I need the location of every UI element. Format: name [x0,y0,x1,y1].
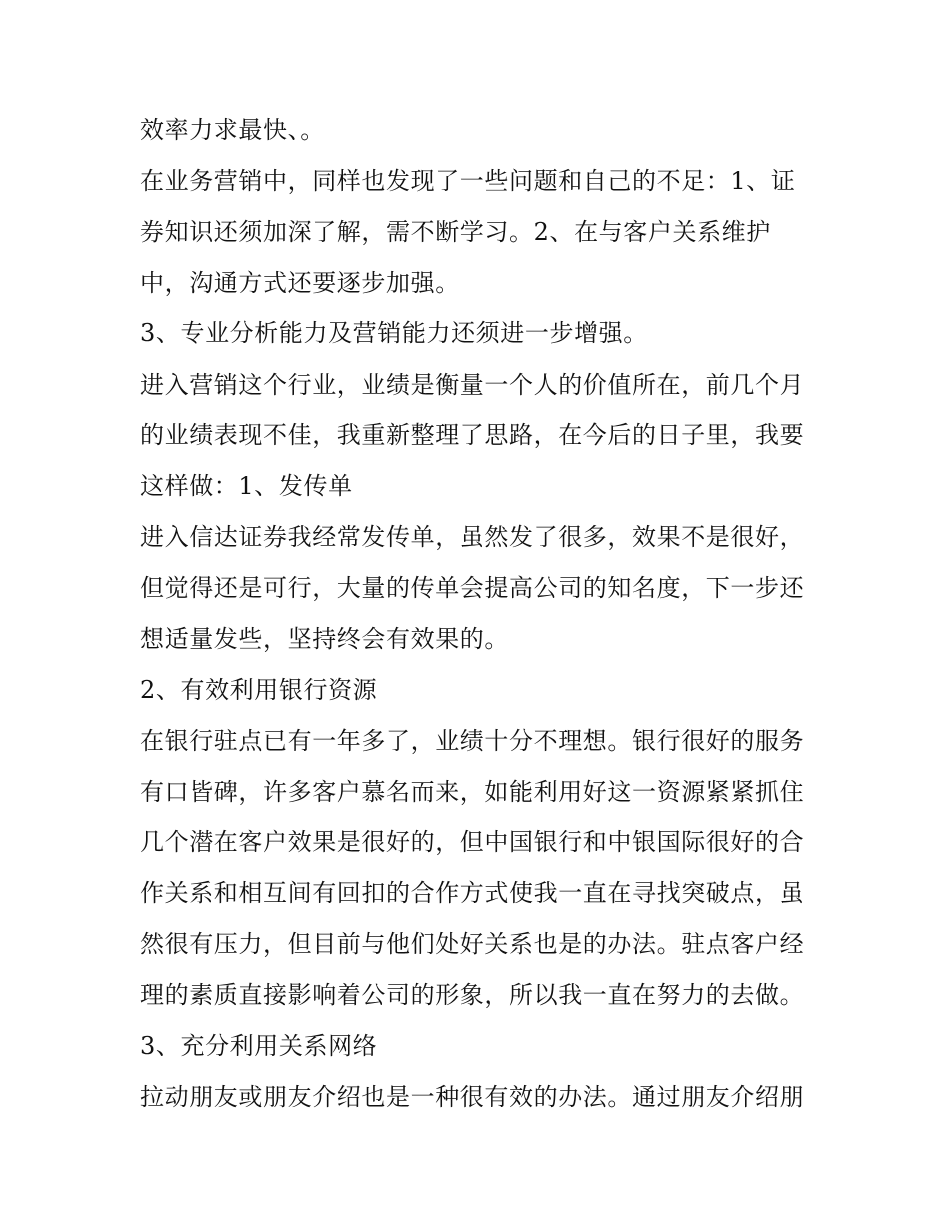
text-line: 这样做：1、发传单 [140,472,353,500]
text-line: 进入营销这个行业，业绩是衡量一个人的价值所在，前几个月 [140,371,805,399]
text-line: 但觉得还是可行，大量的传单会提高公司的知名度，下一步还 [140,574,805,602]
text-line: 在银行驻点已有一年多了，业绩十分不理想。银行很好的服务 [140,727,805,755]
text-line: 中，沟通方式还要逐步加强。 [140,269,460,297]
text-line: 3、充分利用关系网络 [140,1032,378,1060]
text-line: 拉动朋友或朋友介绍也是一种很有效的办法。通过朋友介绍朋 [140,1083,805,1111]
text-line: 几个潜在客户效果是很好的，但中国银行和中银国际很好的合 [140,828,805,856]
text-line: 3、专业分析能力及营销能力还须进一步增强。 [140,319,648,347]
text-line: 作关系和相互间有回扣的合作方式使我一直在寻找突破点，虽 [140,879,805,907]
text-line: 的业绩表现不佳，我重新整理了思路，在今后的日子里，我要 [140,421,805,449]
text-line: 效率力求最快、。 [140,116,325,144]
text-line: 想适量发些，坚持终会有效果的。 [140,625,509,653]
text-line: 券知识还须加深了解，需不断学习。2、在与客户关系维护 [140,218,771,246]
text-line: 2、有效利用银行资源 [140,676,378,704]
text-line: 理的素质直接影响着公司的形象，所以我一直在努力的去做。 [140,981,805,1009]
text-line: 有口皆碑，许多客户慕名而来，如能利用好这一资源紧紧抓住 [140,778,805,806]
text-line: 然很有压力，但目前与他们处好关系也是的办法。驻点客户经 [140,930,805,958]
text-line: 在业务营销中，同样也发现了一些问题和自己的不足：1、证 [140,167,796,195]
text-line: 进入信达证券我经常发传单，虽然发了很多，效果不是很好， [140,523,805,551]
